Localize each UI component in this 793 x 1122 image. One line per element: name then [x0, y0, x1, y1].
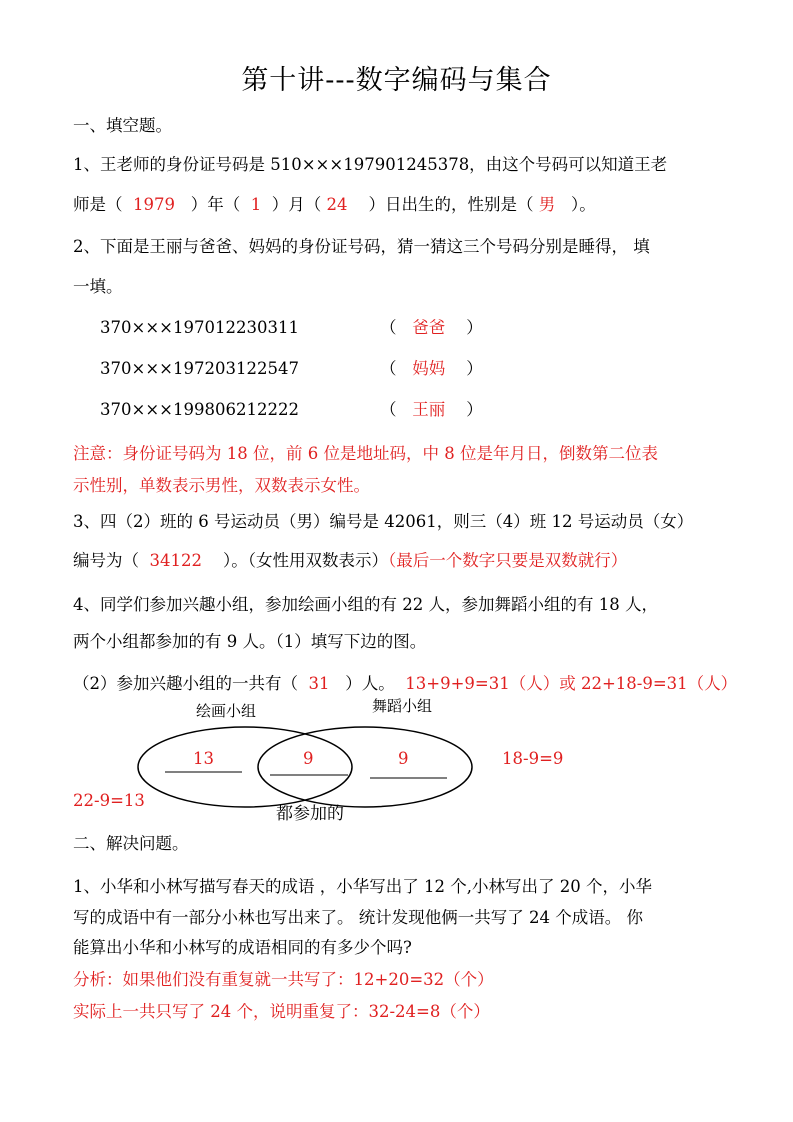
- dance-group-circle: [258, 727, 472, 807]
- q3-hint: （最后一个数字只要是双数就行）: [387, 551, 628, 570]
- q1-line-1: 1、王老师的身份证号码是 510×××197901245378，由这个号码可以知道王老: [73, 155, 668, 174]
- section-2-heading: 二、解决问题。: [73, 834, 189, 853]
- q3-answer: 34122: [149, 551, 202, 570]
- id-number-row: 370×××199806212222: [100, 400, 299, 419]
- note-line-1: 注意：身份证号码为 18 位，前 6 位是地址码，中 8 位是年月日，倒数第二位表: [73, 444, 658, 463]
- venn-value-right-only: 9: [398, 749, 409, 768]
- q3-line-2: 编号为（ 34122 ）。（女性用双数表示）（最后一个数字只要是双数就行）: [73, 551, 628, 570]
- id-number-row: 370×××197012230311: [100, 318, 299, 337]
- id-answer-row: （ 妈妈 ）: [380, 359, 483, 378]
- q4-line-2: 两个小组都参加的有 9 人。（1）填写下边的图。: [73, 632, 427, 651]
- id-answer-row: （ 爸爸 ）: [380, 318, 483, 337]
- venn-value-both: 9: [303, 749, 314, 768]
- q1-answer-month: 1: [250, 195, 262, 214]
- q4-line-3: （2）参加兴趣小组的一共有（ 31 ）人。 13+9+9=31（人）或 22+18-9=31（人）: [73, 674, 738, 693]
- venn-note-left: 22-9=13: [73, 791, 145, 810]
- q2-line-1: 2、下面是王丽与爸爸、妈妈的身份证号码，猜一猜这三个号码分别是睡得， 填: [73, 237, 650, 256]
- q1-answer-sex: 男: [538, 195, 556, 214]
- section-1-heading: 一、填空题。: [73, 116, 172, 135]
- venn-value-left-only: 13: [193, 749, 214, 768]
- p1-line-3: 能算出小华和小林写的成语相同的有多少个吗?: [73, 938, 412, 957]
- q1-line-2: 师是（ 1979 ）年（ 1 ）月（ 24 ）日出生的，性别是（ 男 ）。: [73, 195, 596, 214]
- p1-analysis-2: 实际上一共只写了 24 个，说明重复了：32-24=8（个）: [73, 1002, 490, 1021]
- p1-analysis-1: 分析：如果他们没有重复就一共写了：12+20=32（个）: [73, 970, 494, 989]
- venn-note-right: 18-9=9: [502, 749, 564, 768]
- q2-line-2: 一填。: [73, 277, 123, 296]
- q4-answer: 31: [308, 674, 330, 693]
- id-answer-row: （ 王丽 ）: [380, 400, 483, 419]
- venn-label-dance: 舞蹈小组: [372, 697, 433, 715]
- id-number-row: 370×××197203122547: [100, 359, 299, 378]
- q1-answer-year: 1979: [133, 195, 175, 214]
- p1-line-2: 写的成语中有一部分小林也写出来了。 统计发现他俩一共写了 24 个成语。 你: [73, 908, 643, 927]
- q3-line-1: 3、四（2）班的 6 号运动员（男）编号是 42061，则三（4）班 12 号运动员（女）: [73, 512, 694, 531]
- note-line-2: 示性别，单数表示男性，双数表示女性。: [73, 476, 370, 495]
- venn-label-drawing: 绘画小组: [196, 702, 257, 720]
- q1-answer-day: 24: [326, 195, 348, 214]
- q4-solution: 13+9+9=31（人）或 22+18-9=31（人）: [405, 674, 738, 693]
- venn-label-both: 都参加的: [276, 804, 344, 824]
- page-title: 第十讲---数字编码与集合: [241, 65, 552, 96]
- q4-line-1: 4、同学们参加兴趣小组，参加绘画小组的有 22 人，参加舞蹈小组的有 18 人，: [73, 595, 658, 614]
- p1-line-1: 1、小华和小林写描写春天的成语 ，小华写出了 12 个,小林写出了 20 个，小华: [73, 877, 652, 896]
- drawing-group-circle: [138, 727, 352, 807]
